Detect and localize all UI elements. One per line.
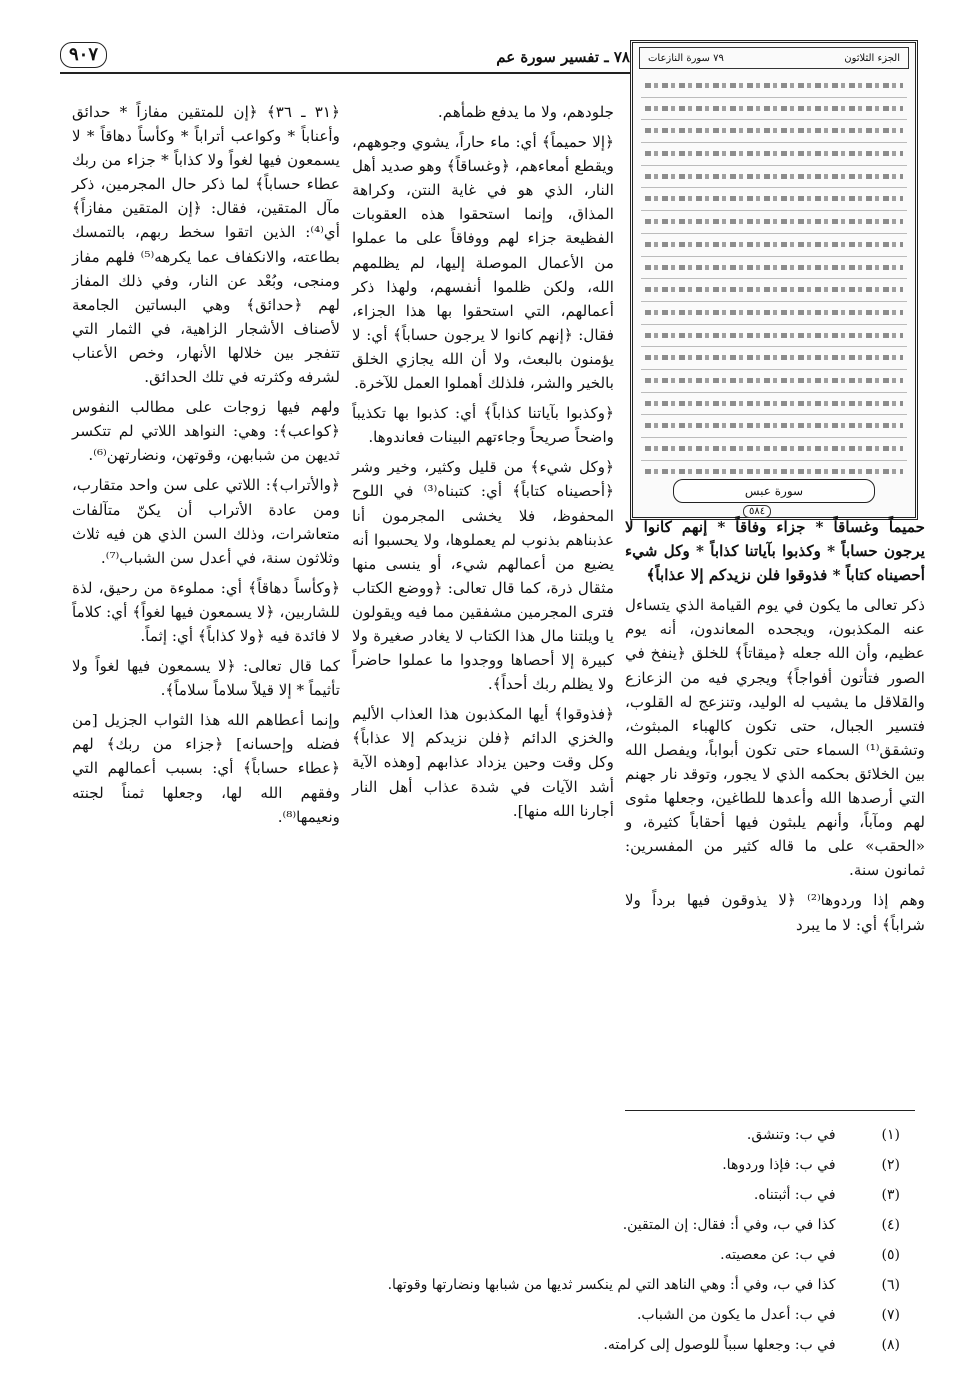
running-title: ٧٨ ـ تفسير سورة عم	[496, 48, 630, 66]
quran-line	[641, 75, 907, 98]
footnote-text: في ب: وجعلها سبباً للوصول إلى كرامته.	[603, 1337, 836, 1353]
quran-page-number: ٥٨٤	[743, 505, 771, 518]
footnote-text: في ب: أعدل ما يكون من الشباب.	[636, 1307, 836, 1323]
quran-line	[641, 188, 907, 211]
quran-line	[641, 143, 907, 166]
paragraph: ﴿وكأساً دهاقاً﴾ أي: مملوءة من رحيق، لذة للشاربين، ﴿لا يسمعون فيها لغواً﴾ أي: كلاماً لا فائدة فيه ﴿ولا كذاباً﴾ أي: إثماً.	[72, 578, 340, 645]
footnote-number: (٨)	[881, 1337, 900, 1353]
paragraph: ﴿وكل شيء﴾ من قليل وكثير، وخير وشر ﴿أحصيناه كتاباً﴾ أي: كتبناه⁽³⁾ في اللوح المحفوظ، فلا يخشى المجرمون أنا عذبناهم بذنوب لم يعملوها، ولا يحسبوا أنه يضيع من أعمالهم شيء، أو ينسى منها مثقال ذرة، كما قال تعالى: ﴿ووضع الكتاب فترى المجرمين مشفقين مما فيه ويقولون يا ويلتنا مال هذا الكتاب لا يغادر صغيرة ولا كبيرة إلا أحصاها ووجدوا ما عملوا حاضراً ولا يظلم ربك أحداً﴾.	[352, 458, 614, 694]
column-right	[625, 515, 925, 943]
quran-line	[641, 120, 907, 143]
footnote-text: في ب: أثبتناه.	[753, 1187, 836, 1203]
column-left	[72, 100, 340, 835]
paragraph: ذكر تعالى ما يكون في يوم القيامة الذي يتساءل عنه المكذبون، ويجحده المعاندون، أنه يوم عظيم، وأن الله جعله ﴿ميقاتاً﴾ للخلق ﴿ينفخ في الصور فتأتون أفواجاً﴾ ويجري فيه من الزعازع والقلاقل ما يشيب له الوليد، وتنزعج له القلوب، فتسير الجبال، حتى تكون كالهباء المبثوث، وتشقق⁽¹⁾ السماء حتى تكون أبواباً، ويفصل الله بين الخلائق بحكمه الذي لا يجور، وتوقد نار جهنم التي أرصدها الله وأعدها للطاغين، وجعلها مثوى لهم ومآباً، وأنهم يلبثون فيها أحقاباً كثيرة، و «الحقب» على ما قاله كثير من المفسرين: ثمانون سنة.	[625, 596, 925, 880]
paragraph: ولهم فيها زوجات على مطالب النفوس ﴿كواعب﴾: وهي: النواهد اللاتي لم تتكسر ثديهن من شبابهن، وقوتهن، ونضارتهن⁽⁶⁾.	[72, 398, 340, 465]
quran-line	[641, 438, 907, 461]
quran-juz-label: الجزء الثلاثون	[844, 52, 900, 64]
quran-line	[641, 279, 907, 302]
footnote	[200, 1180, 900, 1210]
footnote-number: (٥)	[881, 1247, 900, 1263]
paragraph: ﴿فذوقوا﴾ أيها المكذبون هذا العذاب الأليم والخزي الدائم ﴿فلن نزيدكم إلا عذاباً﴾ وكل وقت وحين يزداد عذابهم [وهذه الآية أشد الآيات في شدة عذاب أهل النار أجارنا الله منها].	[352, 705, 614, 820]
paragraph: وهم إذا وردوها⁽²⁾ ﴿لا يذوقون فيها برداً ولا شراباً﴾ أي: لا ما يبرد	[625, 891, 925, 934]
paragraph: ﴿وكذبوا بآياتنا كذاباً﴾ أي: كذبوا بها تكذيباً واضحاً صريحاً وجاءتهم البينات فعاندوها.	[352, 404, 614, 447]
footnote	[200, 1270, 900, 1300]
footnote-number: (٧)	[881, 1307, 900, 1323]
footnote-text: كذا في ب، وفي أ: فقال: إن المتقين.	[622, 1217, 836, 1233]
quran-line	[641, 415, 907, 438]
quran-page-image	[630, 40, 918, 520]
footnote-number: (٦)	[881, 1277, 900, 1293]
footnote-number: (١)	[881, 1127, 900, 1143]
footnote-number: (٤)	[881, 1217, 900, 1233]
quran-line	[641, 98, 907, 121]
paragraph: ﴿إلا حميماً﴾ أي: ماء حاراً، يشوي وجوههم، ويقطع أمعاءهم، ﴿وغساقاً﴾ وهو صديد أهل النار، الذي هو في غاية النتن، وكراهة المذاق، وإنما استحقوا هذه العقوبات الفظيعة جزاء لهم ووفاقاً على ما عملوا من الأعمال الموصلة إليها، لم يظلمهم الله، ولكن ظلموا أنفسهم، ولهذا ذكر أعمالهم، التي استحقوا بها هذا الجزاء، فقال: ﴿إنهم كانوا لا يرجون حساباً﴾ أي: لا يؤمنون بالبعث، ولا أن الله يجازي الخلق بالخير والشر، فلذلك أهملوا العمل للآخرة.	[352, 133, 614, 393]
paragraph: وإنما أعطاهم الله هذا الثواب الجزيل [من فضله وإحسانه] ﴿جزاء من ربك﴾ لهم ﴿عطاء حساباً﴾ أي: بسبب أعمالهم التي وفقهم الله لها، وجعلها ثمناً لجنته ونعيمها⁽⁸⁾.	[72, 711, 340, 826]
footnote-number: (٣)	[881, 1187, 900, 1203]
footnote	[200, 1120, 900, 1150]
quran-line	[641, 393, 907, 416]
quran-page-header	[639, 47, 909, 69]
quran-line	[641, 211, 907, 234]
surah-banner: سورة عبس	[673, 479, 875, 503]
quran-line	[641, 347, 907, 370]
footnote	[200, 1210, 900, 1240]
paragraph: ﴿٣١ ـ ٣٦﴾ ﴿إن للمتقين مفازاً * حدائق وأعناباً * وكواعب أتراباً * وكأساً دهاقاً * لا يسمعون فيها لغواً ولا كذاباً * جزاء من ربك عطاء حساباً﴾ لما ذكر حال المجرمين، ذكر مآل المتقين، فقال: ﴿إن المتقين مفازاً﴾ أي⁽⁴⁾: الذين اتقوا سخط ربهم، بالتمسك بطاعته، والانكفاف عما يكرهه⁽⁵⁾ فلهم مفاز ومنجى، وبُعْد عن النار، وفي ذلك المفاز لهم ﴿حدائق﴾ وهي البساتين الجامعة لأصناف الأشجار الزاهية، في الثمار التي تتفجر بين خلالها الأنهار، وخص الأعناب لشرفه وكثرته في تلك الحدائق.	[72, 103, 341, 387]
footnote-text: في ب: عن معصيته.	[720, 1247, 836, 1263]
quran-line	[641, 302, 907, 325]
footnote-text: في ب: فإذا وردوها.	[722, 1157, 836, 1173]
page-number: ٩٠٧	[60, 42, 107, 68]
quran-line	[641, 325, 907, 348]
quran-line	[641, 461, 907, 475]
paragraph: حميماً وغساقاً * جزاء وفاقاً * إنهم كانوا لا يرجون حساباً * وكذبوا بآياتنا كذاباً * وكل شيء أحصيناه كتاباً * فذوقوا فلن نزيدكم إلا عذاباً﴾	[625, 518, 925, 585]
column-middle	[352, 100, 614, 829]
footnote	[200, 1330, 900, 1360]
footnotes	[200, 1120, 900, 1360]
footnote	[200, 1300, 900, 1330]
paragraph: ﴿والأتراب﴾: اللاتي على سن واحد متقارب، ومن عادة الأتراب أن يكنّ متآلفات متعاشرات، وذلك السن الذي هن فيه ثلاث وثلاثون سنة، في أعدل سن الشباب⁽⁷⁾.	[72, 476, 340, 567]
footnote-number: (٢)	[881, 1157, 900, 1173]
quran-text-block	[641, 75, 907, 475]
quran-line	[641, 257, 907, 280]
footnote-text: كذا في ب، وفي أ: وهي الناهد التي لم ينكسر ثديها من شبابها ونضارتها وقوتها.	[387, 1277, 836, 1293]
footnote-text: في ب: وتنشق.	[746, 1127, 836, 1143]
paragraph: كما قال تعالى: ﴿لا يسمعون فيها لغواً ولا تأثيماً * إلا قيلاً سلاماً سلاماً﴾.	[72, 657, 340, 700]
quran-line	[641, 370, 907, 393]
footnote-divider	[625, 1110, 915, 1111]
footnote	[200, 1150, 900, 1180]
paragraph: جلودهم، ولا ما يدفع ظمأهم.	[437, 103, 614, 121]
quran-surah-label: ٧٩ سورة النازعات	[648, 52, 724, 64]
quran-line	[641, 166, 907, 189]
quran-line	[641, 234, 907, 257]
footnote	[200, 1240, 900, 1270]
